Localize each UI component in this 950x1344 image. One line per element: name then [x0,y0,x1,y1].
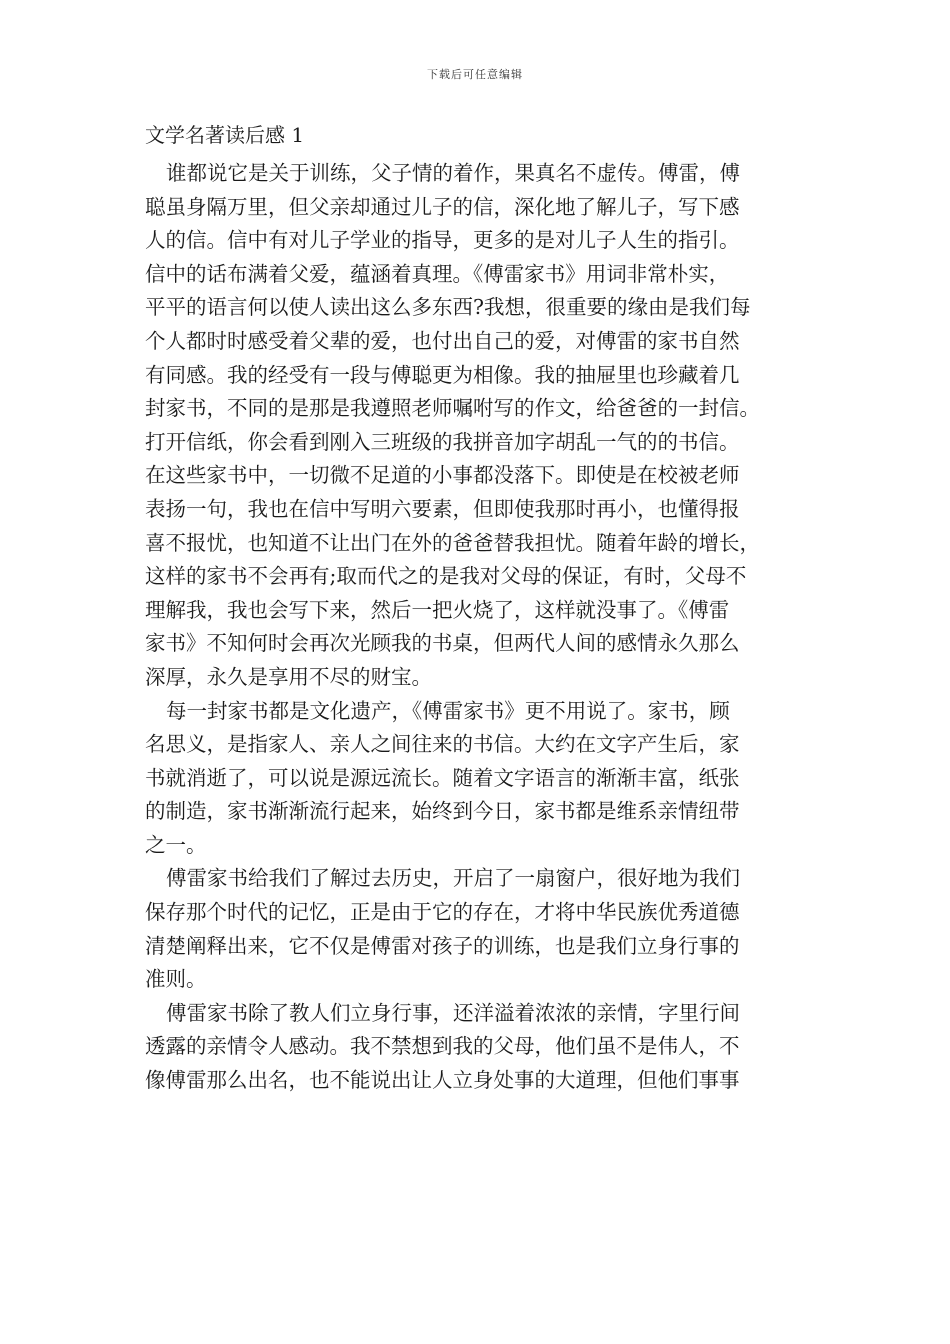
text-line: 书就消逝了，可以说是源远流长。随着文字语言的渐渐丰富，纸张 [145,765,740,790]
text-line: 傅雷家书给我们了解过去历史，开启了一扇窗户，很好地为我们 [166,866,740,891]
document-body [145,157,807,1098]
text-line: 的制造，家书渐渐流行起来，始终到今日，家书都是维系亲情纽带 [145,799,740,824]
text-line: 这样的家书不会再有;取而代之的是我对父母的保证，有时，父母不 [145,564,747,589]
text-line: 有同感。我的经受有一段与傅聪更为相像。我的抽屉里也珍藏着几 [145,362,740,387]
text-line: 人的信。信中有对儿子学业的指导，更多的是对儿子人生的指引。 [145,228,740,253]
text-line: 个人都时时感受着父辈的爱，也付出自己的爱，对傅雷的家书自然 [145,328,740,353]
text-line: 傅雷家书除了教人们立身行事，还洋溢着浓浓的亲情，字里行间 [166,1000,740,1025]
text-line: 像傅雷那么出名，也不能说出让人立身处事的大道理，但他们事事 [145,1068,740,1093]
text-line: 准则。 [145,967,207,992]
text-line: 表扬一句，我也在信中写明六要素，但即使我那时再小，也懂得报 [145,496,740,521]
text-line: 喜不报忧，也知道不让出门在外的爸爸替我担忧。随着年龄的增长， [145,530,760,555]
paragraph-2 [145,695,807,863]
text-line: 理解我，我也会写下来，然后一把火烧了，这样就没事了。《傅雷 [145,597,730,622]
text-line: 谁都说它是关于训练，父子情的着作，果真名不虚传。傅雷，傅 [166,161,740,185]
text-line: 清楚阐释出来，它不仅是傅雷对孩子的训练，也是我们立身行事的 [145,933,740,958]
text-line: 打开信纸，你会看到刚入三班级的我拼音加字胡乱一气的的书信。 [145,429,740,454]
text-line: 家书》不知何时会再次光顾我的书桌，但两代人间的感情永久那么 [145,631,740,656]
document-title: 文学名著读后感 1 [145,123,305,147]
paragraph-1 [145,157,807,695]
paragraph-4 [145,997,807,1098]
text-line: 保存那个时代的记忆，正是由于它的存在，才将中华民族优秀道德 [145,900,740,925]
text-line: 平平的语言何以使人读出这么多东西?我想，很重要的缘由是我们每 [145,295,751,320]
text-line: 之一。 [145,832,207,857]
text-line: 透露的亲情令人感动。我不禁想到我的父母，他们虽不是伟人，不 [145,1034,740,1059]
text-line: 封家书，不同的是那是我遵照老师嘱咐写的作文，给爸爸的一封信。 [145,396,760,421]
text-line: 每一封家书都是文化遗产，《傅雷家书》更不用说了。家书，顾 [166,698,730,723]
text-line: 信中的话布满着父爱，蕴涵着真理。《傅雷家书》用词非常朴实， [145,261,730,286]
paragraph-3 [145,862,807,996]
header-note: 下载后可任意编辑 [427,68,523,81]
text-line: 在这些家书中，一切微不足道的小事都没落下。即使是在校被老师 [145,463,740,488]
text-line: 深厚，永久是享用不尽的财宝。 [145,664,432,689]
text-line: 名思义，是指家人、亲人之间往来的书信。大约在文字产生后，家 [145,732,740,757]
text-line: 聪虽身隔万里，但父亲却通过儿子的信，深化地了解儿子，写下感 [145,194,740,219]
